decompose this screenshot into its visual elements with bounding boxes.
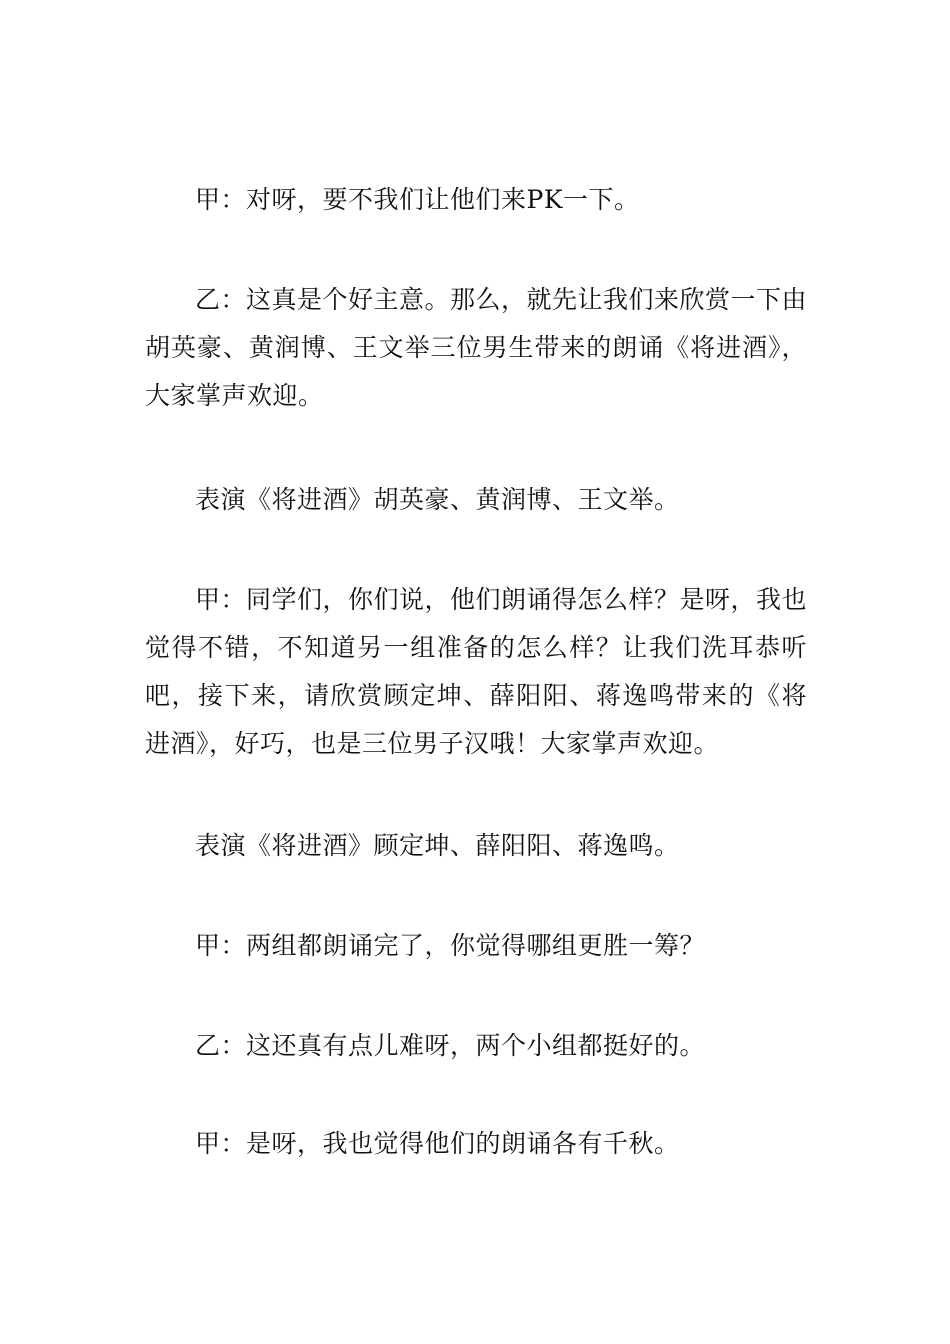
paragraph-4: 甲：同学们，你们说，他们朗诵得怎么样？是呀，我也觉得不错，不知道另一组准备的怎么样？让我们洗耳恭听吧，接下来，请欣赏顾定坤、薛阳阳、蒋逸鸣带来的《将进酒》，好巧，也是三位男子汉哦！大家掌声欢迎。 xyxy=(145,585,808,758)
paragraph-7: 乙：这还真有点儿难呀，两个小组都挺好的。 xyxy=(195,1031,706,1060)
paragraph-3: 表演《将进酒》胡英豪、黄润博、王文举。 xyxy=(195,485,680,514)
paragraph-5: 表演《将进酒》顾定坤、薛阳阳、蒋逸鸣。 xyxy=(195,831,680,860)
paragraph-1: 甲：对呀，要不我们让他们来PK一下。 xyxy=(195,185,640,214)
paragraph-8: 甲：是呀，我也觉得他们的朗诵各有千秋。 xyxy=(195,1129,680,1158)
paragraph-2: 乙：这真是个好主意。那么，就先让我们来欣赏一下由胡英豪、黄润博、王文举三位男生带来的朗诵《将进酒》，大家掌声欢迎。 xyxy=(145,285,808,410)
paragraph-6: 甲：两组都朗诵完了，你觉得哪组更胜一筹？ xyxy=(195,931,706,960)
